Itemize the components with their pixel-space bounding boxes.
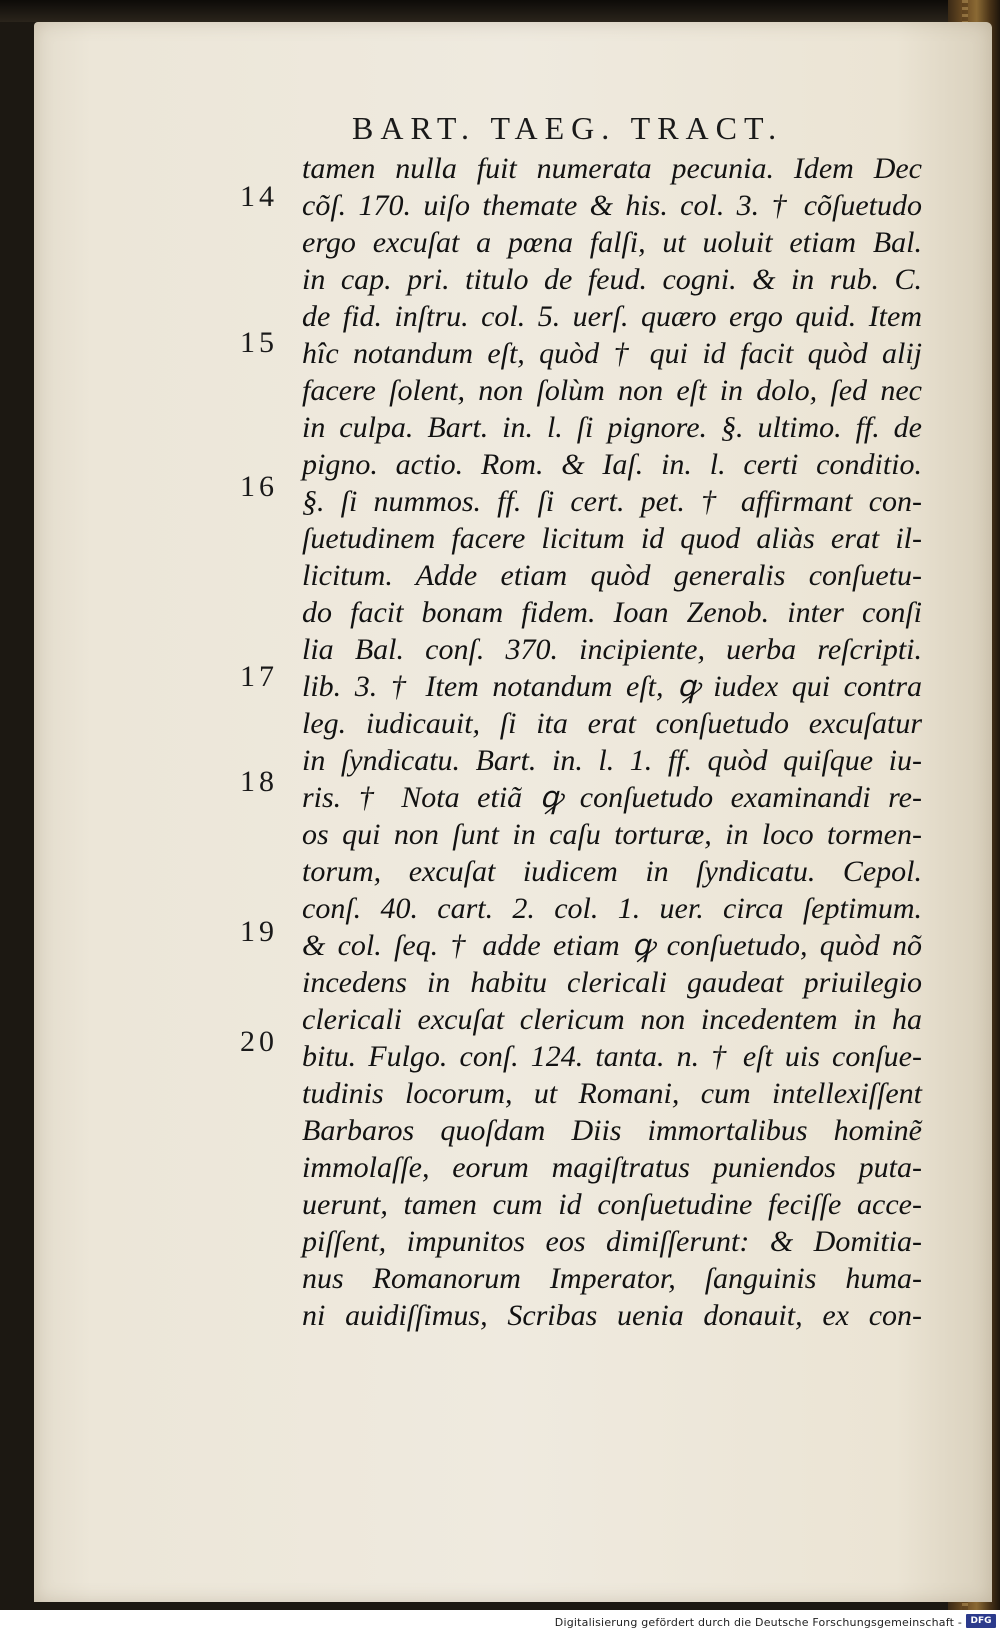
text-line: licitum. Adde etiam quòd generalis conſuetu- bbox=[302, 559, 922, 592]
text-line: tudinis locorum, ut Romani, cum intellexiſſent bbox=[302, 1077, 922, 1110]
text-line: lib. 3. † Item notandum eſt, ꝙ iudex qui contra bbox=[302, 670, 922, 703]
text-line: nus Romanorum Imperator, ſanguinis huma- bbox=[302, 1262, 922, 1295]
text-line: conſ. 40. cart. 2. col. 1. uer. circa ſeptimum. bbox=[302, 892, 922, 925]
margin-number: 19 bbox=[240, 915, 278, 948]
text-line: bitu. Fulgo. conſ. 124. tanta. n. † eſt uis conſue- bbox=[302, 1040, 922, 1073]
text-line: tamen nulla fuit numerata pecunia. Idem Dec bbox=[302, 152, 922, 185]
text-line: piſſent, impunitos eos dimiſſerunt: & Domitia- bbox=[302, 1225, 922, 1258]
text-line: in ſyndicatu. Bart. in. l. 1. ff. quòd quiſque iu- bbox=[302, 744, 922, 777]
text-line: pigno. actio. Rom. & Iaſ. in. l. certi conditio. bbox=[302, 448, 922, 481]
text-line: immolaſſe, eorum magiſtratus puniendos puta- bbox=[302, 1151, 922, 1184]
text-line: & col. ſeq. † adde etiam ꝙ conſuetudo, quòd nõ bbox=[302, 929, 922, 962]
text-line: ris. † Nota etiã ꝙ conſuetudo examinandi re- bbox=[302, 781, 922, 814]
text-line: de fid. inſtru. col. 5. uerſ. quæro ergo quid. Item bbox=[302, 300, 922, 333]
margin-number: 20 bbox=[240, 1025, 278, 1058]
text-line: in cap. pri. titulo de feud. cogni. & in rub. C. bbox=[302, 263, 922, 296]
funding-notice: Digitalisierung gefördert durch die Deutsche Forschungsgemeinschaft - bbox=[554, 1616, 962, 1629]
margin-number: 16 bbox=[240, 470, 278, 503]
text-line: lia Bal. conſ. 370. incipiente, uerba reſcripti. bbox=[302, 633, 922, 666]
margin-number: 15 bbox=[240, 326, 278, 359]
text-line: os qui non ſunt in caſu torturæ, in loco tormen- bbox=[302, 818, 922, 851]
text-line: Barbaros quoſdam Diis immortalibus hominẽ bbox=[302, 1114, 922, 1147]
text-line: facere ſolent, non ſolùm non eſt in dolo, ſed nec bbox=[302, 374, 922, 407]
margin-number: 14 bbox=[240, 180, 278, 213]
margin-number: 17 bbox=[240, 660, 278, 693]
text-line: §. ſi nummos. ff. ſi cert. pet. † affirmant con- bbox=[302, 485, 922, 518]
text-line: ni auidiſſimus, Scribas uenia donauit, ex con- bbox=[302, 1299, 922, 1332]
text-line: cõſ. 170. uiſo themate & his. col. 3. † cõſuetudo bbox=[302, 189, 922, 222]
text-line: ſuetudinem facere licitum id quod aliàs erat il- bbox=[302, 522, 922, 555]
running-header: BART. TAEG. TRACT. bbox=[352, 110, 784, 146]
dfg-logo: DFG bbox=[966, 1614, 996, 1628]
text-line: do facit bonam fidem. Ioan Zenob. inter conſi bbox=[302, 596, 922, 629]
text-line: clericali excuſat clericum non incedentem in ha bbox=[302, 1003, 922, 1036]
text-line: leg. iudicauit, ſi ita erat conſuetudo excuſatur bbox=[302, 707, 922, 740]
text-line: in culpa. Bart. in. l. ſi pignore. §. ultimo. ff. de bbox=[302, 411, 922, 444]
text-line: torum, excuſat iudicem in ſyndicatu. Cepol. bbox=[302, 855, 922, 888]
text-line: ergo excuſat a pœna falſi, ut uoluit etiam Bal. bbox=[302, 226, 922, 259]
text-line: hîc notandum eſt, quòd † qui id facit quòd alij bbox=[302, 337, 922, 370]
text-line: incedens in habitu clericali gaudeat priuilegio bbox=[302, 966, 922, 999]
margin-number: 18 bbox=[240, 765, 278, 798]
text-line: uerunt, tamen cum id conſuetudine feciſſe acce- bbox=[302, 1188, 922, 1221]
